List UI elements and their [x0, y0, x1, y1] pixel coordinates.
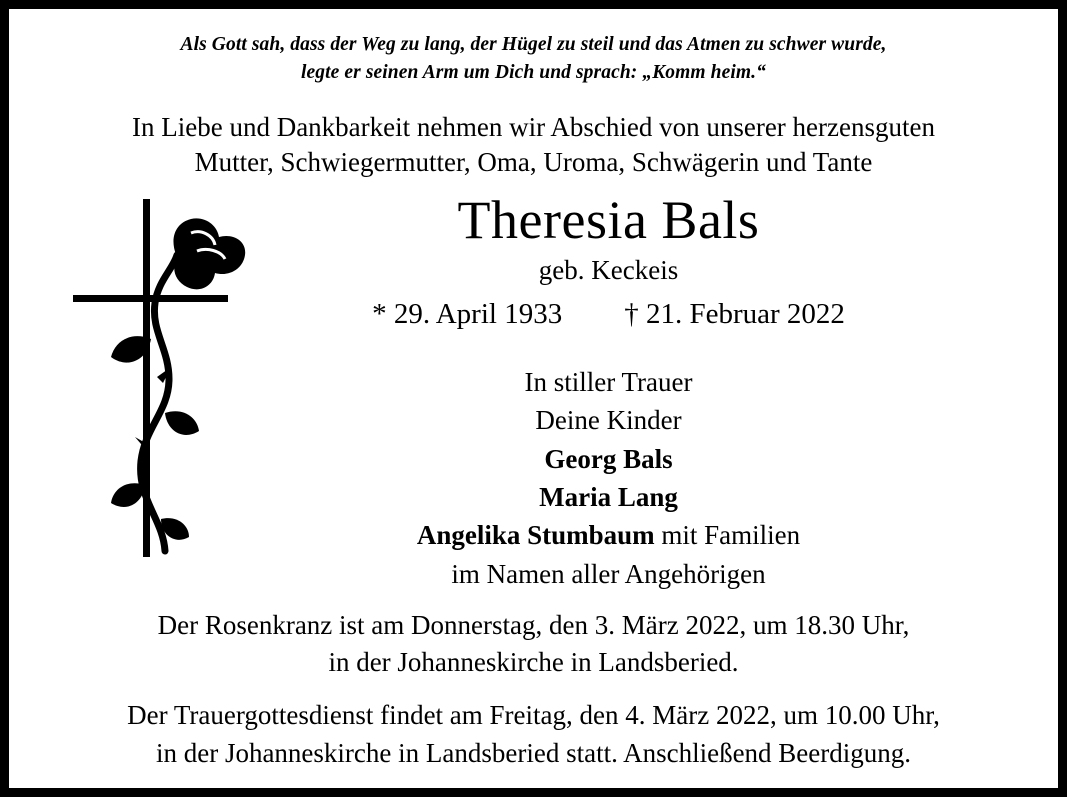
child-name-3-suffix: mit Familien [654, 520, 801, 551]
verse-line-1: Als Gott sah, dass der Weg zu lang, der Hügel zu steil und das Atmen zu schwer wurde, [180, 34, 887, 55]
intro-line-2: Mutter, Schwiegermutter, Oma, Uroma, Schwägerin und Tante [194, 147, 873, 178]
intro-line-1: In Liebe und Dankbarkeit nehmen wir Abschied von unserer herzensguten [132, 111, 935, 142]
child-name-3: Angelika Stumbaum [416, 520, 655, 551]
services-block [27, 607, 1040, 772]
child-name-1: Georg Bals [544, 443, 673, 474]
child-name-2: Maria Lang [539, 481, 678, 512]
death-date: † 21. Februar 2022 [624, 297, 845, 330]
cross-with-rose-icon [65, 199, 255, 569]
rosary-line-1: Der Rosenkranz ist am Donnerstag, den 3. März 2022, um 18.30 Uhr, [157, 609, 910, 640]
rosary-line-2: in der Johanneskirche in Landsberied. [328, 647, 739, 678]
child-name-3-row [177, 516, 1040, 554]
mourning-intro: In stiller Trauer [524, 366, 693, 397]
verse-line-2: legte er seinen Arm um Dich und sprach: „Komm heim.“ [301, 62, 766, 84]
life-dates [177, 298, 1040, 331]
verse-block [114, 31, 954, 88]
mourning-block [177, 363, 1040, 593]
maiden-name: geb. Keckeis [538, 254, 679, 285]
service-line-1: Der Trauergottesdienst findet am Freitag, den 4. März 2022, um 10.00 Uhr, [127, 700, 940, 731]
on-behalf-text: im Namen aller Angehörigen [451, 558, 766, 589]
birth-date: * 29. April 1933 [372, 297, 563, 330]
funeral-service-block [27, 697, 1040, 772]
intro-block [27, 110, 1040, 181]
rosary-block [27, 607, 1040, 682]
children-label: Deine Kinder [535, 405, 682, 436]
service-line-2: in der Johanneskirche in Landsberied statt. Anschließend Beerdigung. [155, 737, 912, 768]
main-section [27, 189, 1040, 593]
deceased-name: Theresia Bals [457, 189, 760, 250]
